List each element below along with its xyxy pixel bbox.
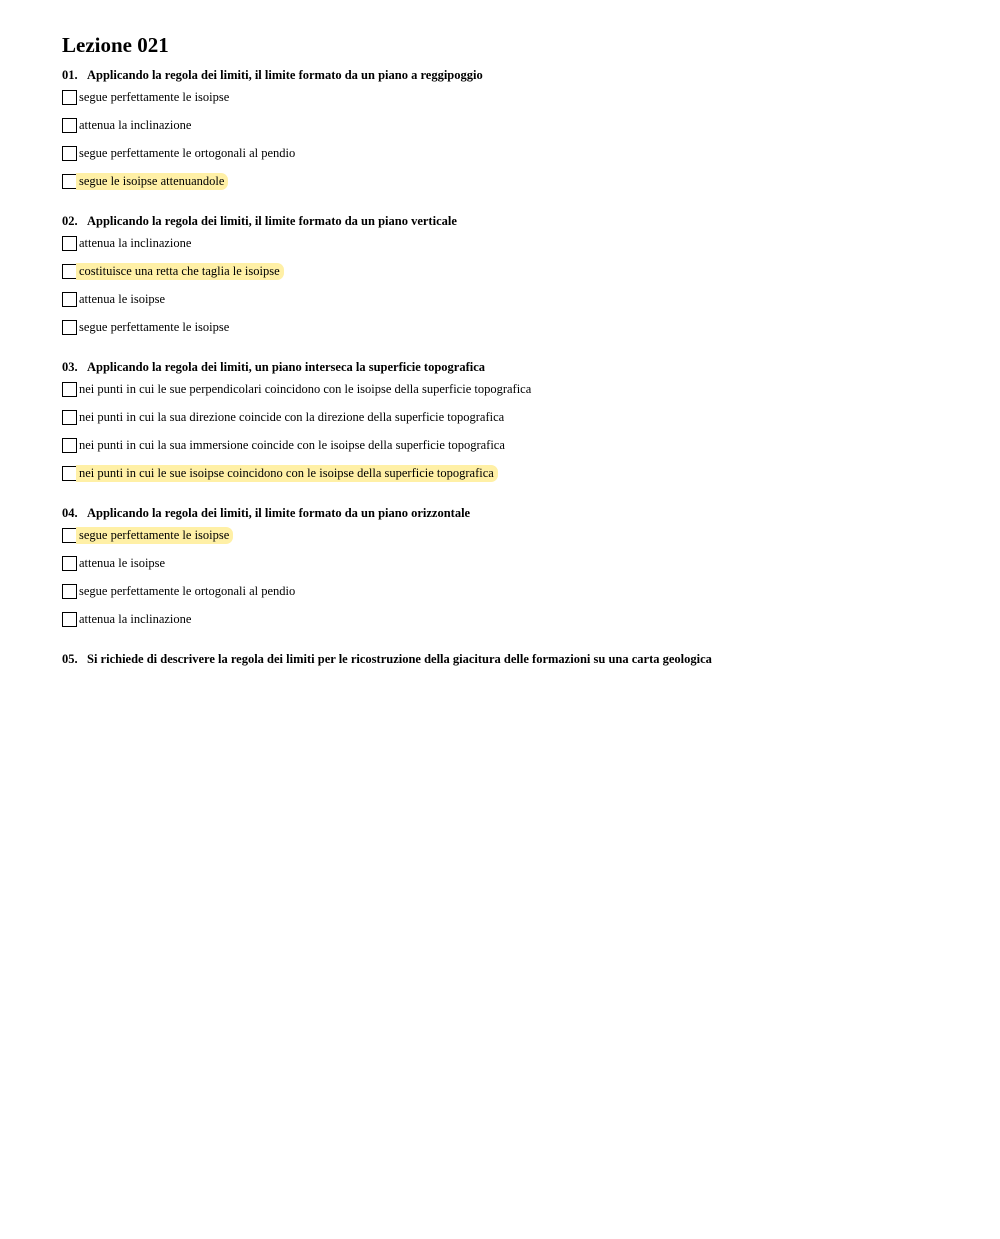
question-number: 02. <box>62 214 78 228</box>
question-heading <box>62 505 962 521</box>
question-text: Applicando la regola dei limiti, il limite formato da un piano orizzontale <box>87 506 471 520</box>
answer-label: attenua la inclinazione <box>79 612 192 626</box>
answer-checkbox[interactable] <box>62 90 77 105</box>
question-text: Applicando la regola dei limiti, il limite formato da un piano a reggipoggio <box>87 68 483 82</box>
question-04 <box>62 505 962 628</box>
question-heading <box>62 213 962 229</box>
answer-option <box>62 173 962 190</box>
answer-checkbox[interactable] <box>62 174 77 189</box>
answer-option <box>62 381 962 398</box>
answer-checkbox[interactable] <box>62 264 77 279</box>
answer-checkbox[interactable] <box>62 612 77 627</box>
answer-label: attenua la inclinazione <box>79 236 192 250</box>
answer-checkbox[interactable] <box>62 146 77 161</box>
answer-label: nei punti in cui la sua immersione coincide con le isoipse della superficie topografica <box>79 438 505 452</box>
answer-option <box>62 437 962 454</box>
answer-label: nei punti in cui le sue isoipse coincidono con le isoipse della superficie topografica <box>76 465 498 482</box>
answer-option <box>62 527 962 544</box>
answer-checkbox[interactable] <box>62 320 77 335</box>
question-02 <box>62 213 962 336</box>
answer-option <box>62 465 962 482</box>
answer-options <box>62 235 962 336</box>
answer-option <box>62 409 962 426</box>
answer-label: segue perfettamente le isoipse <box>79 90 230 104</box>
answer-option <box>62 145 962 162</box>
answer-checkbox[interactable] <box>62 556 77 571</box>
answer-checkbox[interactable] <box>62 438 77 453</box>
answer-option <box>62 117 962 134</box>
answer-label: attenua le isoipse <box>79 292 166 306</box>
answer-label: segue perfettamente le isoipse <box>79 320 230 334</box>
answer-label: nei punti in cui le sue perpendicolari coincidono con le isoipse della superficie topografica <box>79 382 532 396</box>
question-heading <box>62 651 962 667</box>
answer-label: nei punti in cui la sua direzione coincide con la direzione della superficie topografica <box>79 410 505 424</box>
question-number: 03. <box>62 360 78 374</box>
question-text: Si richiede di descrivere la regola dei limiti per le ricostruzione della giacitura delle formazioni su una carta geologica <box>87 652 712 666</box>
question-heading <box>62 67 962 83</box>
answer-label: costituisce una retta che taglia le isoipse <box>76 263 284 280</box>
answer-checkbox[interactable] <box>62 118 77 133</box>
answer-label: attenua le isoipse <box>79 556 166 570</box>
page-title: Lezione 021 <box>62 33 169 57</box>
question-number: 05. <box>62 652 78 666</box>
answer-checkbox[interactable] <box>62 410 77 425</box>
question-number: 04. <box>62 506 78 520</box>
answer-option <box>62 555 962 572</box>
answer-option <box>62 235 962 252</box>
answer-option <box>62 611 962 628</box>
question-05 <box>62 651 962 667</box>
answer-checkbox[interactable] <box>62 584 77 599</box>
answer-label: segue perfettamente le ortogonali al pendio <box>79 146 296 160</box>
answer-label: segue perfettamente le isoipse <box>76 527 233 544</box>
answer-label: segue le isoipse attenuandole <box>76 173 228 190</box>
question-text: Applicando la regola dei limiti, il limite formato da un piano verticale <box>87 214 457 228</box>
answer-checkbox[interactable] <box>62 528 77 543</box>
answer-option <box>62 291 962 308</box>
answer-options <box>62 381 962 482</box>
question-03 <box>62 359 962 482</box>
answer-options <box>62 527 962 628</box>
document-page <box>62 32 962 673</box>
question-01 <box>62 67 962 190</box>
answer-option <box>62 319 962 336</box>
answer-checkbox[interactable] <box>62 466 77 481</box>
question-text: Applicando la regola dei limiti, un piano interseca la superficie topografica <box>87 360 486 374</box>
answer-checkbox[interactable] <box>62 382 77 397</box>
answer-option <box>62 583 962 600</box>
answer-checkbox[interactable] <box>62 236 77 251</box>
answer-option <box>62 89 962 106</box>
answer-checkbox[interactable] <box>62 292 77 307</box>
question-number: 01. <box>62 68 78 82</box>
answer-label: attenua la inclinazione <box>79 118 192 132</box>
answer-option <box>62 263 962 280</box>
question-heading <box>62 359 962 375</box>
answer-options <box>62 89 962 190</box>
answer-label: segue perfettamente le ortogonali al pendio <box>79 584 296 598</box>
